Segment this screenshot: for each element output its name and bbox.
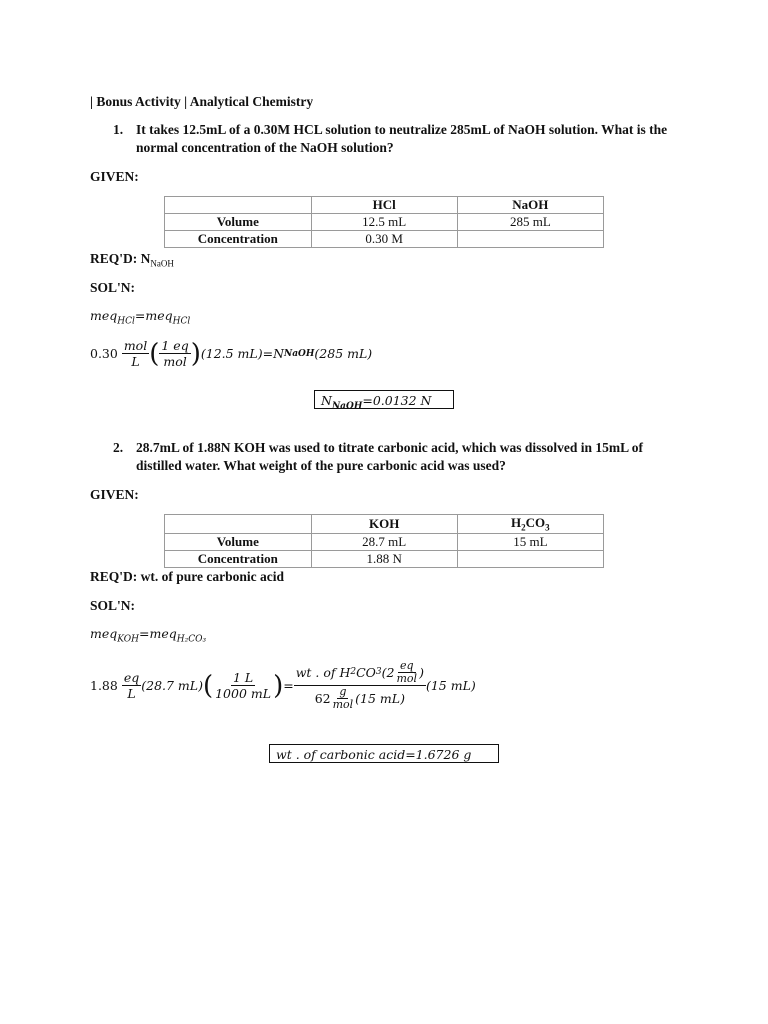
table-header-row — [165, 197, 604, 214]
paren: ( — [149, 338, 160, 369]
eq-sub: 3 — [375, 667, 382, 677]
eq-sign: = — [262, 346, 274, 361]
eq-coef: 0.30 — [90, 346, 118, 361]
q2-soln-label: SOL'N: — [90, 598, 136, 613]
eq-sign: = — [138, 626, 150, 641]
table-row-label: Volume — [165, 533, 312, 550]
eq-coef: 62 — [314, 691, 331, 706]
frac-den: L — [131, 354, 140, 369]
table-row-label: Volume — [165, 214, 312, 231]
eq-term: (15 mL) — [425, 678, 476, 693]
table-cell: 12.5 mL — [311, 214, 457, 231]
q1-given-table — [164, 196, 604, 248]
paren: ) — [190, 338, 201, 369]
q2-equation-2 — [90, 660, 476, 711]
eq-sign: = — [283, 678, 294, 693]
eq-term: meq — [90, 626, 118, 641]
table-row-label: Concentration — [165, 231, 312, 248]
frac-den: 1000 mL — [215, 686, 272, 701]
eq-sub: H₂CO₃ — [176, 634, 207, 645]
eq-fraction — [122, 670, 141, 701]
q2-reqd: REQ'D: wt. of pure carbonic acid — [90, 569, 284, 584]
eq-fraction — [331, 686, 356, 711]
frac-den: mol — [163, 354, 187, 369]
q1-reqd — [90, 250, 174, 273]
eq-fraction — [395, 660, 420, 685]
eq-fraction — [213, 670, 273, 701]
table-cell — [457, 231, 603, 248]
eq-term: meq — [90, 308, 118, 323]
table-cell: 0.30 M — [311, 231, 457, 248]
table-cell — [165, 515, 312, 534]
frac-num: eq — [123, 670, 140, 685]
table-header-cell: $H_2CO_3$ — [457, 515, 603, 534]
eq-term: wt . of H — [295, 665, 351, 680]
q2-answer-box: wt . of carbonic acid=1.6726 g — [269, 744, 499, 763]
eq-big-fraction — [294, 660, 426, 711]
eq-sub: NaOH — [284, 348, 315, 359]
q1-number: 1. — [113, 122, 124, 137]
eq-fraction — [122, 338, 149, 369]
paren: ( — [202, 670, 214, 701]
page-title: | Bonus Activity | Analytical Chemistry — [90, 94, 314, 109]
q1-reqd-label: REQ'D: N — [90, 251, 151, 266]
frac-num: g — [339, 685, 347, 698]
eq-term: N — [321, 393, 332, 408]
eq-term: meq — [145, 308, 173, 323]
eq-sub: NaOH — [331, 401, 363, 412]
table-row — [165, 550, 604, 567]
table-row — [165, 214, 604, 231]
eq-sub: HCl — [172, 316, 191, 327]
q1-text-line2: normal concentration of the NaOH solution? — [136, 140, 394, 155]
eq-fraction — [159, 338, 190, 369]
eq-coef: 1.88 — [90, 678, 118, 693]
q1-given-label: GIVEN: — [90, 169, 139, 184]
table-header-cell: KOH — [311, 515, 457, 534]
table-header-cell: HCl — [311, 197, 457, 214]
q1-reqd-sub: NaOH — [150, 258, 174, 269]
eq-term: N — [273, 346, 284, 361]
table-cell — [457, 550, 603, 567]
table-row-label: Concentration — [165, 550, 312, 567]
frac-den: L — [127, 686, 136, 701]
table-header-cell: NaOH — [457, 197, 603, 214]
table-cell: 28.7 mL — [311, 533, 457, 550]
answer-value: =0.0132 N — [362, 393, 432, 408]
eq-sub: KOH — [117, 634, 139, 645]
table-cell — [165, 197, 312, 214]
eq-sign: = — [134, 308, 146, 323]
table-row — [165, 533, 604, 550]
eq-term: (28.7 mL) — [141, 678, 203, 693]
eq-term: (15 mL) — [355, 691, 405, 706]
frac-num: eq — [400, 659, 414, 672]
eq-sub: 2 — [350, 667, 357, 677]
eq-term: (12.5 mL) — [200, 346, 263, 361]
table-header-row — [165, 515, 604, 534]
frac-num: 1 L — [232, 670, 254, 685]
q1-equation-2 — [90, 338, 372, 369]
q1-soln-label: SOL'N: — [90, 280, 136, 295]
q2-equation-1 — [90, 626, 206, 645]
paren: ) — [419, 665, 424, 680]
q1-text-line1: It takes 12.5mL of a 0.30M HCL solution to neutralize 285mL of NaOH solution. What is the — [136, 122, 668, 137]
q1-answer-box — [314, 390, 454, 412]
eq-term: CO — [356, 665, 376, 680]
table-row — [165, 231, 604, 248]
eq-term: (2 — [381, 665, 395, 680]
eq-term: meq — [149, 626, 177, 641]
big-frac-den — [313, 686, 407, 711]
q2-number: 2. — [113, 440, 124, 455]
q2-text-line1: 28.7mL of 1.88N KOH was used to titrate carbonic acid, which was dissolved in 15mL of — [136, 440, 644, 455]
frac-num: mol — [123, 338, 148, 353]
q2-text-line2: distilled water. What weight of the pure carbonic acid was used? — [136, 458, 506, 473]
table-cell: 285 mL — [457, 214, 603, 231]
paren: ) — [273, 670, 284, 701]
eq-sub: HCl — [117, 316, 135, 327]
frac-den: mol — [396, 672, 418, 685]
q2-given-table — [164, 514, 604, 568]
q2-given-label: GIVEN: — [90, 487, 139, 502]
q1-equation-1 — [90, 308, 190, 327]
table-cell: 15 mL — [457, 533, 603, 550]
frac-num: 1 eq — [161, 338, 189, 353]
table-cell: 1.88 N — [311, 550, 457, 567]
eq-term: (285 mL) — [314, 346, 373, 361]
frac-den: mol — [332, 698, 354, 711]
big-frac-num — [294, 660, 426, 686]
